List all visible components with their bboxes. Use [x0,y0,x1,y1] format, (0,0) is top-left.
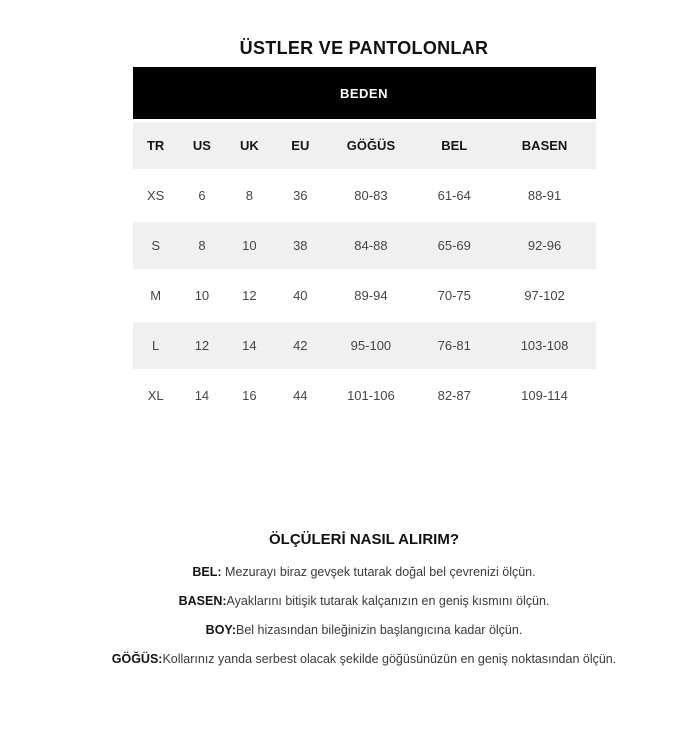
column-header-bel: BEL [415,122,494,169]
measurement-cell: 8 [179,222,225,269]
measure-label: BASEN: [178,594,227,608]
column-header-uk: UK [225,122,274,169]
column-header-basen: BASEN [494,122,596,169]
measurement-cell: 40 [293,288,308,303]
measure-label: BOY: [205,623,236,637]
page-title: ÜSTLER VE PANTOLONLAR [239,38,489,58]
measure-label: GÖĞÜS: [111,652,163,666]
guide-item-boy [28,616,700,645]
measurement-cell: 101-106 [347,388,395,403]
measurement-cell: 89-94 [354,288,388,303]
measurement-cell: 36 [293,188,308,203]
size-label-cell: XL [147,388,164,403]
table-row-xs [133,172,596,219]
size-label-cell: S [133,222,179,269]
measure-text: Bel hizasından bileğinizin başlangıcına kadar ölçün. [236,623,523,637]
guide-item-basen [28,587,700,616]
group-header-beden: BEDEN [133,67,596,119]
size-label-cell: XS [146,188,165,203]
measurement-cell: 8 [245,188,254,203]
measurement-cell: 12 [179,322,225,369]
measurement-cell: 80-83 [354,188,388,203]
size-label-cell: M [150,288,162,303]
measurement-cell: 42 [274,322,327,369]
measurement-cell: 92-96 [494,222,596,269]
size-guide-page [28,38,700,674]
measure-text: Kollarınız yanda serbest olacak şekilde göğüsünüzün en geniş noktasından ölçün. [162,652,617,666]
measurement-cell: 10 [225,222,274,269]
measurement-cell: 97-102 [524,288,565,303]
table-column-header-row [133,122,596,169]
table-row-l [133,322,596,369]
measure-label: BEL: [192,565,222,579]
column-header-gogus: GÖĞÜS [327,122,415,169]
measurement-cell: 76-81 [415,322,494,369]
column-header-us: US [179,122,225,169]
measurement-cell: 14 [194,388,210,403]
measurement-cell: 14 [225,322,274,369]
measurement-cell: 10 [194,288,210,303]
measurement-cell: 38 [274,222,327,269]
measurement-cell: 88-91 [527,188,562,203]
measurement-guide [28,558,700,674]
table-group-header-row [133,67,596,119]
measurement-cell: 16 [242,388,257,403]
measurement-cell: 70-75 [437,288,471,303]
column-header-eu: EU [274,122,327,169]
guide-item-gogus [28,645,700,674]
measurement-cell: 44 [293,388,308,403]
measure-text: Mezurayı biraz gevşek tutarak doğal bel çevrenizi ölçün. [221,565,536,579]
measurement-guide-heading: ÖLÇÜLERİ NASIL ALIRIM? [269,531,459,548]
measurement-cell: 12 [242,288,257,303]
table-row-s [133,222,596,269]
table-row-m [133,272,596,319]
measurement-cell: 95-100 [327,322,415,369]
measurement-cell: 6 [198,188,206,203]
measurement-cell: 109-114 [521,388,568,403]
table-row-xl [133,372,596,419]
measurement-cell: 84-88 [327,222,415,269]
measurement-cell: 82-87 [437,388,471,403]
measurement-cell: 65-69 [415,222,494,269]
size-label-cell: L [133,322,179,369]
guide-item-bel [28,558,700,587]
measurement-cell: 61-64 [437,188,471,203]
measurement-cell: 103-108 [494,322,596,369]
column-header-tr: TR [133,122,179,169]
measure-text: Ayaklarını bitişik tutarak kalçanızın en geniş kısmını ölçün. [226,594,550,608]
size-table [133,64,596,422]
